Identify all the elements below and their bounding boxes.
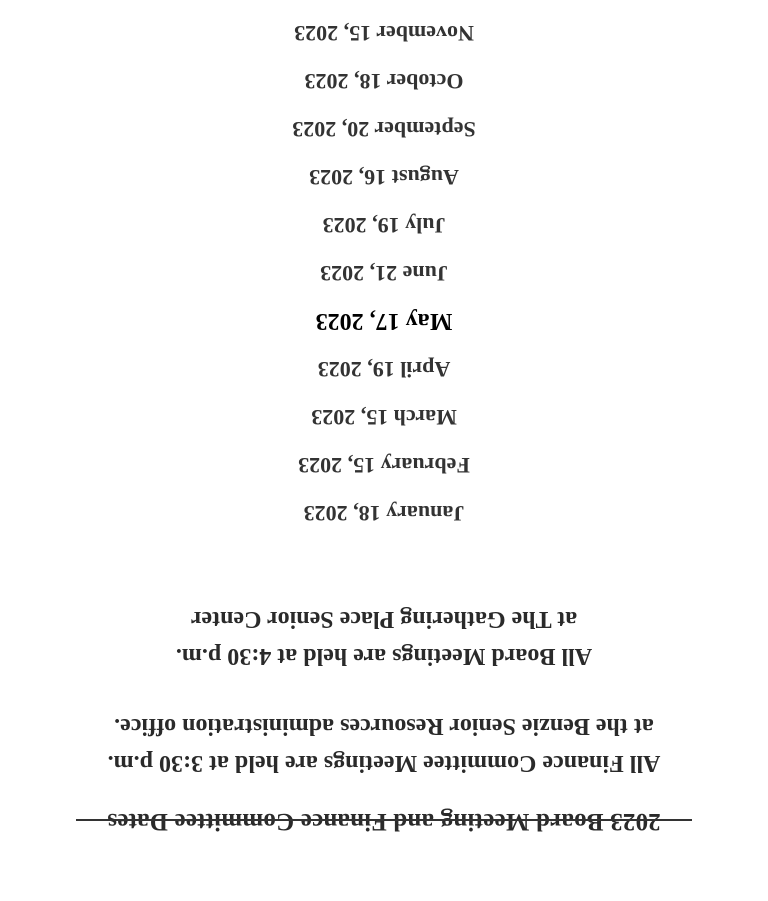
meeting-date: April 19, 2023 [317, 357, 451, 382]
meeting-date: March 15, 2023 [311, 405, 457, 430]
meeting-date: July 19, 2023 [322, 213, 446, 238]
meeting-date: February 15, 2023 [298, 453, 470, 478]
title-underline [76, 819, 692, 821]
finance-notice-line-1: All Finance Committee Meetings are held at 3:30 p.m. [107, 750, 661, 776]
meeting-date: May 17, 2023 [315, 308, 453, 334]
meeting-date: September 20, 2023 [292, 117, 476, 142]
board-notice-line-1: All Board Meetings are held at 4:30 p.m. [175, 643, 593, 669]
finance-notice-line-2: at the Benzie Senior Resources administration office. [114, 713, 654, 739]
board-notice-line-2: at The Gathering Place Senior Center [190, 606, 578, 632]
meeting-dates-list [0, 9, 768, 537]
meeting-date: November 15, 2023 [294, 21, 474, 46]
meeting-date: January 18, 2023 [303, 501, 465, 526]
meeting-date: August 16, 2023 [309, 165, 459, 190]
board-notice [0, 600, 768, 674]
finance-notice [0, 707, 768, 781]
document-title: 2023 Board Meeting and Finance Committee Dates [107, 808, 661, 835]
meeting-date: June 21, 2023 [320, 261, 448, 286]
meeting-date: October 18, 2023 [304, 69, 464, 94]
